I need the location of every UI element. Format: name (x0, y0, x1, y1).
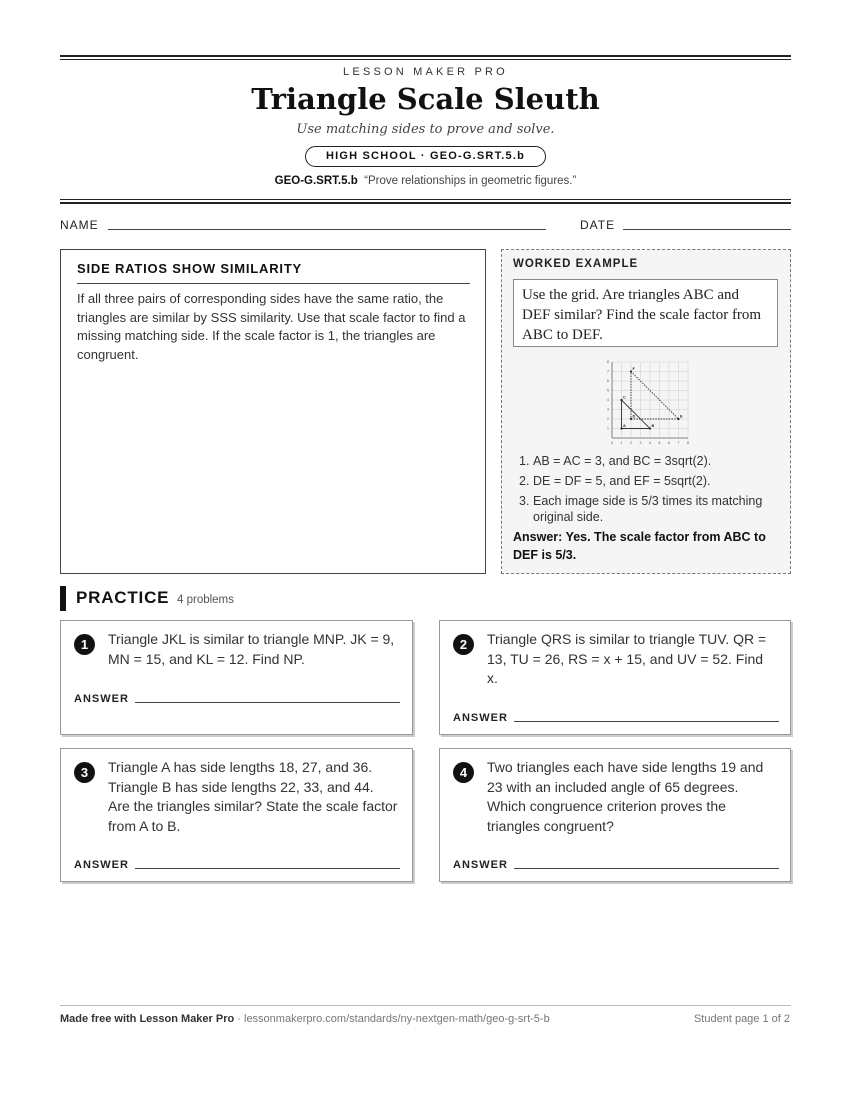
worked-example-label: WORKED EXAMPLE (513, 258, 639, 270)
answer-field[interactable] (135, 702, 400, 703)
x-tick-label: 0 (611, 441, 613, 445)
worked-example-step: 3. Each image side is 5/3 times its matching original side. (519, 494, 763, 524)
problem-number: 1 (74, 634, 95, 655)
practice-count: 4 problems (177, 594, 234, 606)
y-tick-label: 5 (607, 388, 609, 393)
x-tick-label: 6 (668, 441, 670, 445)
x-tick-label: 8 (687, 441, 689, 445)
answer-field[interactable] (514, 721, 779, 722)
y-tick-label: 6 (607, 379, 609, 384)
name-label: NAME (60, 218, 99, 232)
x-tick-label: 5 (658, 441, 661, 445)
point-label: F (632, 367, 635, 371)
concept-box (60, 249, 486, 574)
problem-number: 3 (74, 762, 95, 783)
point-label: C (623, 395, 626, 400)
x-tick-label: 7 (677, 441, 680, 445)
y-tick-label: 3 (607, 407, 609, 412)
y-tick-label: 1 (607, 426, 609, 431)
answer-label: ANSWER (453, 712, 508, 724)
top-rule-thin (60, 59, 791, 60)
answer-label: ANSWER (74, 693, 129, 705)
date-label: DATE (580, 218, 616, 232)
triangle-abc (622, 400, 651, 429)
header-rule-thick (60, 202, 791, 204)
footer-made-with: Made free with Lesson Maker Pro (60, 1013, 235, 1025)
point-label: E (680, 414, 683, 419)
date-field[interactable] (623, 229, 791, 230)
top-rule-thick (60, 55, 791, 57)
answer-field[interactable] (514, 868, 779, 869)
x-tick-label: 4 (649, 441, 651, 445)
standard-quote: “Prove relationships in geometric figures.” (364, 175, 577, 187)
x-tick-label: 3 (639, 441, 642, 445)
problem-card-3 (60, 748, 413, 882)
y-tick-label: 8 (607, 360, 609, 365)
worked-example-step: 1. AB = AC = 3, and BC = 3sqrt(2). (519, 454, 712, 468)
point-label: D (632, 414, 636, 419)
x-tick-label: 1 (620, 441, 623, 445)
problem-text: Triangle JKL is similar to triangle MNP. JK = 9, MN = 15, and KL = 12. Find NP. (108, 631, 395, 667)
practice-accent-bar (60, 586, 66, 611)
footer-credit (60, 1013, 550, 1025)
triangle-def (631, 372, 679, 420)
problem-number: 2 (453, 634, 474, 655)
brand-name: LESSON MAKER PRO (343, 66, 508, 78)
problem-card-1 (60, 620, 413, 735)
worked-example-answer: Answer: Yes. The scale factor from ABC to DEF is 5/3. (513, 530, 766, 562)
worked-example-steps (519, 453, 781, 529)
y-tick-label: 7 (607, 369, 609, 374)
practice-heading: PRACTICE (76, 588, 170, 607)
problem-card-2 (439, 620, 791, 735)
footer-rule (60, 1005, 791, 1006)
concept-body: If all three pairs of corresponding sides have the same ratio, the triangles are similar by SSS similarity. Use that scale factor to find a missing matching side. If the scale factor is 1, the triangles are congruent. (77, 291, 466, 362)
problem-text: Two triangles each have side lengths 19 and 23 with an included angle of 65 degrees. Which congruence criterion proves the triangles congruent? (487, 759, 764, 834)
worked-example-box (501, 249, 791, 574)
problem-text: Triangle A has side lengths 18, 27, and 36. Triangle B has side lengths 22, 33, and 44. Are the triangles similar? State the scale factor from A to B. (108, 759, 398, 834)
point-label: B (651, 424, 655, 428)
header-rule-thin (60, 199, 791, 200)
x-tick-label: 2 (630, 441, 632, 445)
footer-page-number: Student page 1 of 2 (693, 1013, 790, 1025)
worked-example-prompt: Use the grid. Are triangles ABC and DEF similar? Find the scale factor from ABC to DEF. (513, 279, 778, 347)
worked-example-step: 2. DE = DF = 5, and EF = 5sqrt(2). (519, 474, 711, 488)
footer-url: · lessonmakerpro.com/standards/ny-nextgen-math/geo-g-srt-5-b (234, 1013, 550, 1025)
problem-text: Triangle QRS is similar to triangle TUV. QR = 13, TU = 26, RS = x + 15, and UV = 52. Find x. (487, 631, 767, 686)
page-title: Triangle Scale Sleuth (251, 82, 600, 116)
concept-divider (77, 283, 470, 284)
y-tick-label: 2 (607, 417, 609, 422)
problem-card-4 (439, 748, 791, 882)
coordinate-grid-graph (602, 355, 694, 450)
y-tick-label: 4 (607, 398, 609, 403)
standard-code: GEO-G.SRT.5.b (274, 175, 358, 187)
answer-label: ANSWER (453, 859, 508, 871)
concept-title: SIDE RATIOS SHOW SIMILARITY (77, 261, 303, 276)
answer-field[interactable] (135, 868, 400, 869)
standard-line (60, 175, 791, 187)
name-field[interactable] (108, 229, 546, 230)
grade-standard-badge: HIGH SCHOOL · GEO-G.SRT.5.b (305, 146, 546, 167)
answer-label: ANSWER (74, 859, 129, 871)
problem-number: 4 (453, 762, 474, 783)
page-subtitle: Use matching sides to prove and solve. (296, 122, 555, 137)
point-label: A (623, 424, 626, 428)
